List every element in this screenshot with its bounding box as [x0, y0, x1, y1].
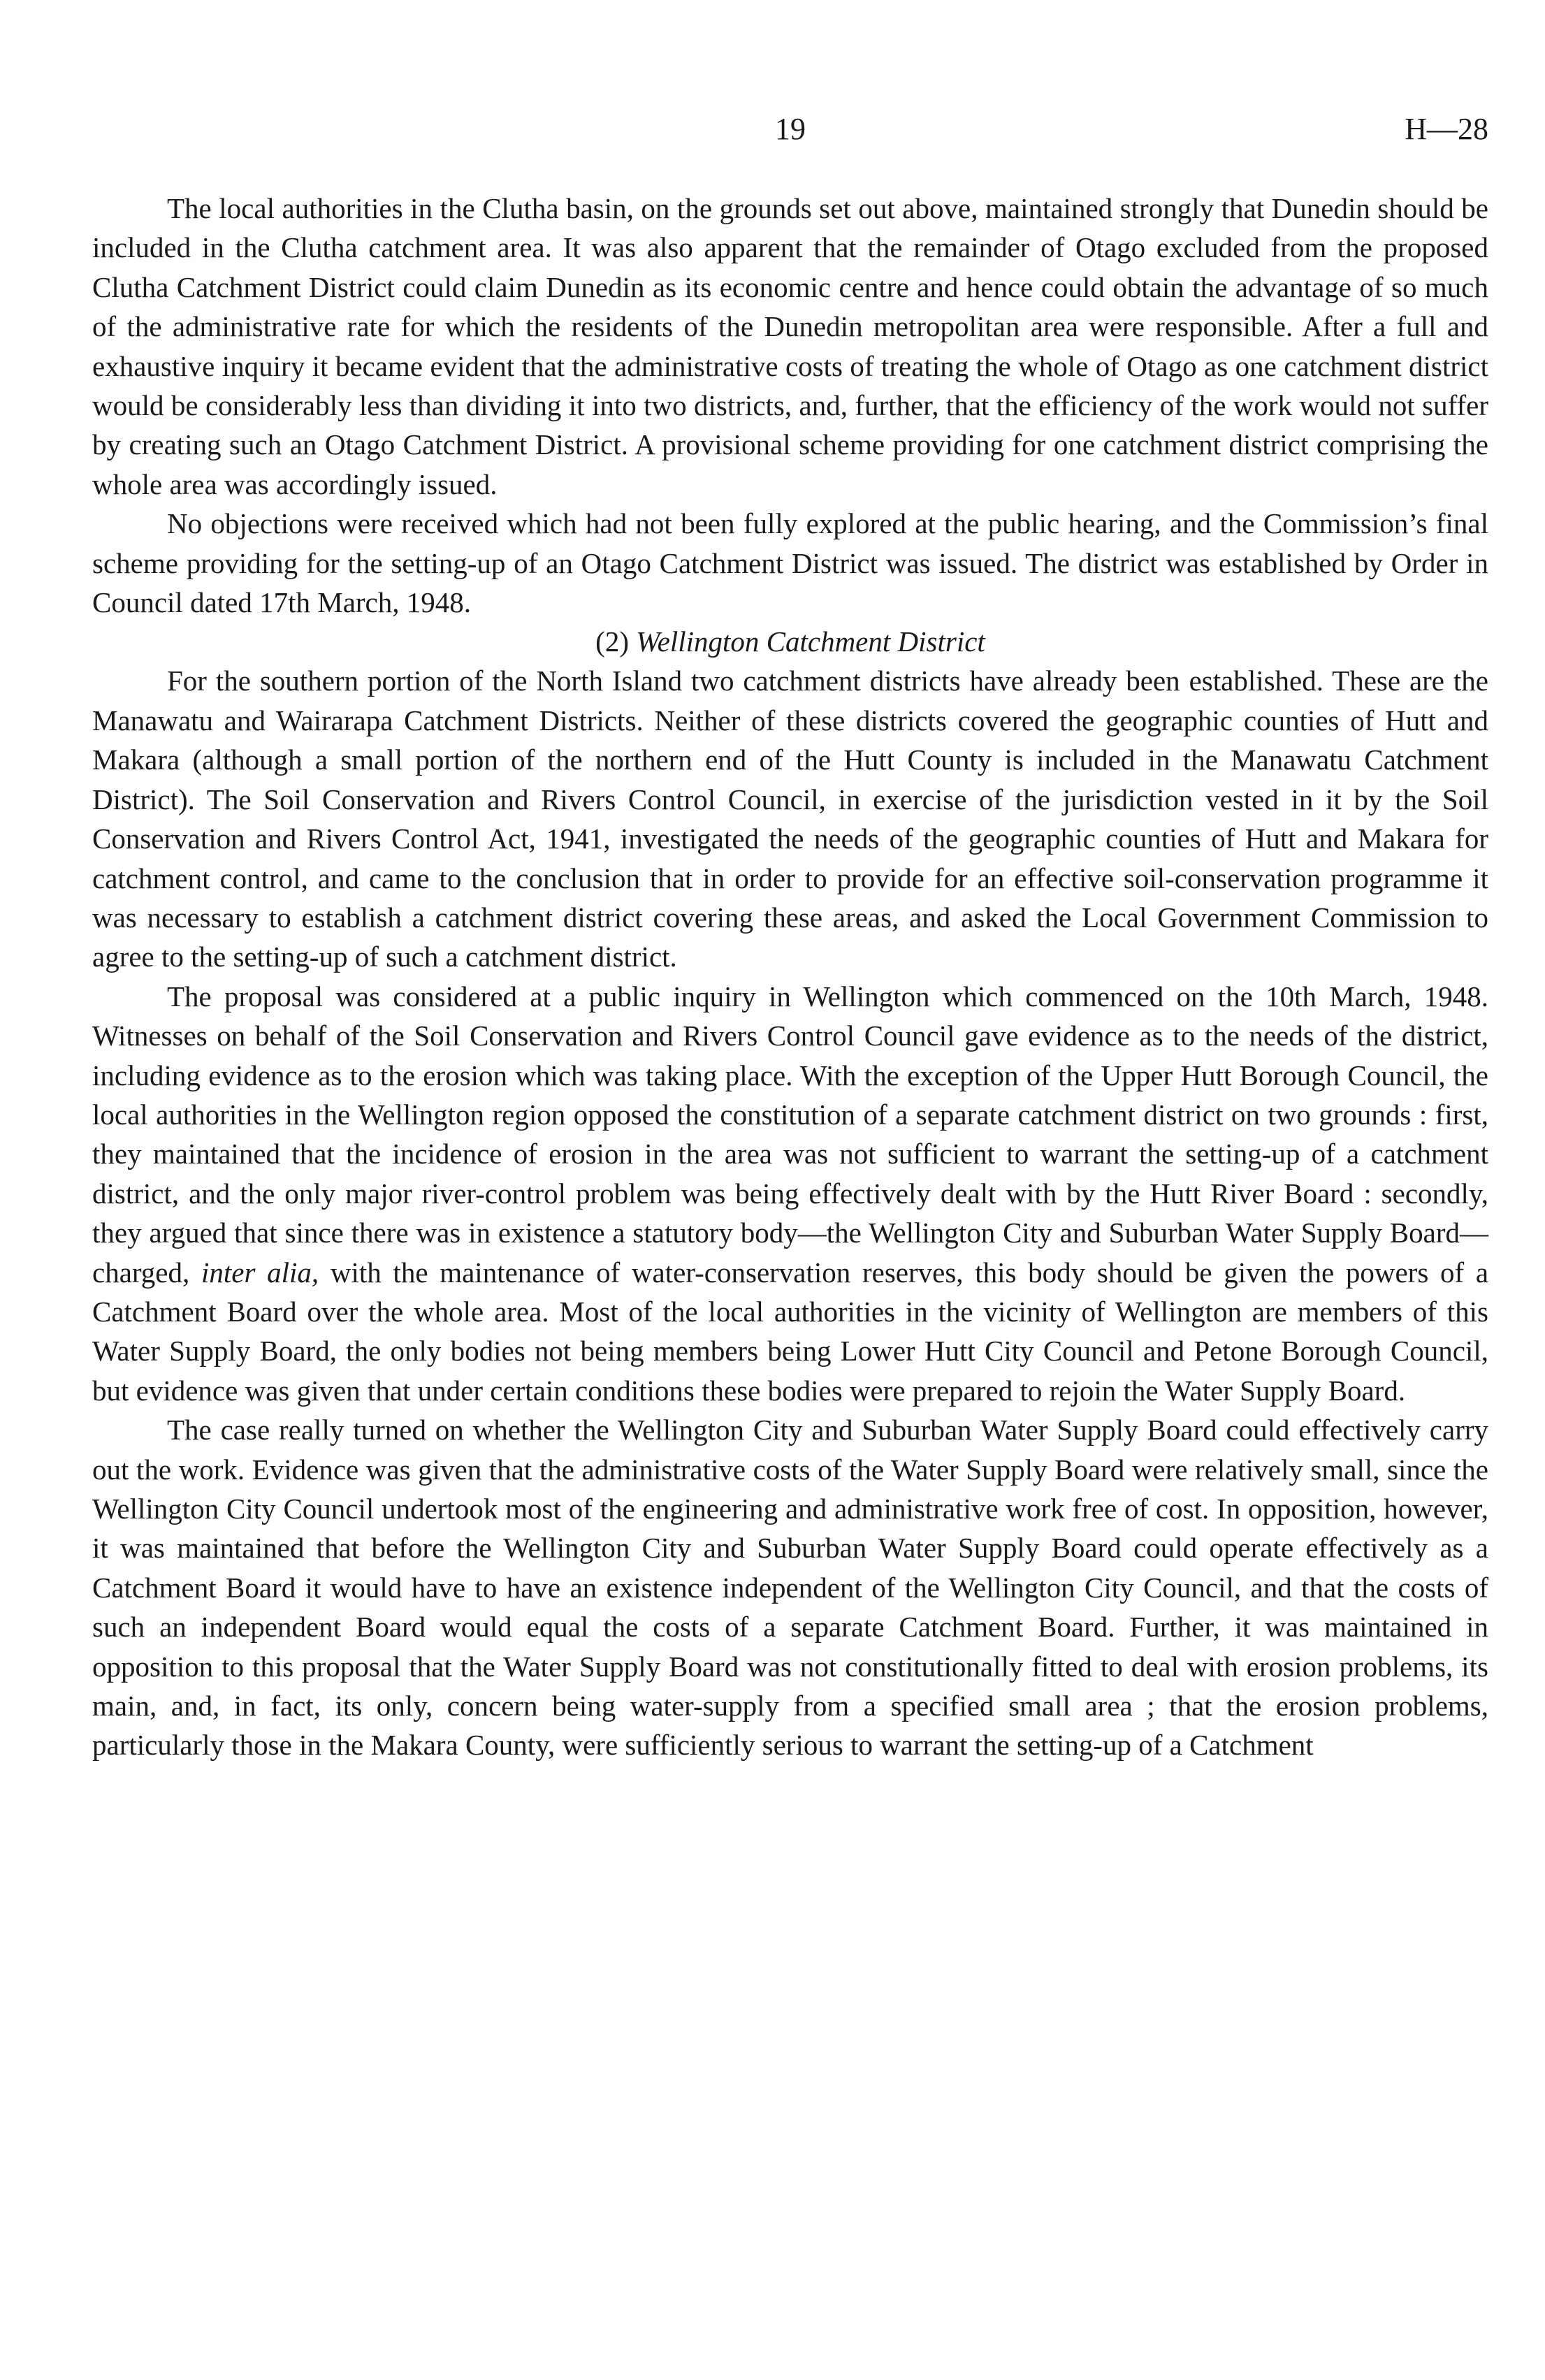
section-number: (2): [595, 625, 629, 658]
running-header: [92, 105, 1488, 154]
paragraph-otago-final-scheme: No objections were received which had not been fully explored at the public hearing, and the Commission’s final scheme providing for the setting-up of an Otago Catchment District was issued. The district was established by Order in Council dated 17th March, 1948.: [92, 507, 1488, 619]
paragraph-water-supply-board: The case really turned on whether the Wellington City and Suburban Water Supply Board could effectively carry out the work. Evidence was given that the administrative costs of the Water Supply Board were relatively small, since the Wellington City Council undertook most of the engineering and administrative work free of cost. In opposition, however, it was maintained that before the Wellington City and Suburban Water Supply Board could operate effectively as a Catchment Board it would have to have an existence independent of the Wellington City Council, and that the costs of such an independent Board would equal the costs of a separate Catchment Board. Further, it was maintained in opposition to this proposal that the Water Supply Board was not constitutionally fitted to deal with erosion problems, its main, and, in fact, its only, concern being water-supply from a specified small area ; that the erosion problems, particularly those in the Makara County, were sufficiently serious to warrant the setting-up of a Catchment: [92, 1414, 1488, 1762]
paragraph-public-inquiry-part-a: The proposal was considered at a public inquiry in Wellington which commenced on the 10th March, 1948. Witnesses on behalf of the Soil Conservation and Rivers Control Council gave evidence as to the needs of the district, including evidence as to the erosion which was taking place. With the exception of the Upper Hutt Borough Council, the local authorities in the Wellington region opposed the constitution of a separate catchment district on two grounds : first, they maintained that the incidence of erosion in the area was not sufficient to warrant the setting-up of a catchment district, and the only major river-control problem was being effectively dealt with by the Hutt River Board : secondly, they argued that since there was in existence a statutory body—the Wellington City and Suburban Water Supply Board—charged,: [92, 980, 1488, 1289]
section-title: Wellington Catchment District: [636, 625, 985, 658]
document-reference: H—28: [1405, 112, 1488, 146]
latin-phrase: inter alia,: [201, 1256, 319, 1289]
paragraph-public-inquiry-part-b: with the maintenance of water-conservation reserves, this body should be given the powers of a Catchment Board over the whole area. Most of the local authorities in the vicinity of Wellington are members of this Water Supply Board, the only bodies not being members being Lower Hutt City Council and Petone Borough Council, but evidence was given that under certain conditions these bodies were prepared to rejoin the Water Supply Board.: [92, 1256, 1489, 1407]
section-heading: [92, 622, 1488, 661]
page-number: 19: [775, 112, 806, 146]
paragraph-southern-north-island: For the southern portion of the North Island two catchment districts have already been established. These are the Manawatu and Wairarapa Catchment Districts. Neither of these districts covered the geographic counties of Hutt and Makara (although a small portion of the northern end of the Hutt County is included in the Manawatu Catchment District). The Soil Conservation and Rivers Control Council, in exercise of the jurisdiction vested in it by the Soil Conservation and Rivers Control Act, 1941, investigated the needs of the geographic counties of Hutt and Makara for catchment control, and came to the conclusion that in order to provide for an effective soil-conservation programme it was necessary to establish a catchment district covering these areas, and asked the Local Government Commission to agree to the setting-up of such a catchment district.: [92, 665, 1488, 973]
body-text: [92, 189, 1488, 1765]
paragraph-public-inquiry: [92, 977, 1488, 1410]
paragraph-otago-authorities: The local authorities in the Clutha basin, on the grounds set out above, maintained strongly that Dunedin should be included in the Clutha catchment area. It was also apparent that the remainder of Otago excluded from the proposed Clutha Catchment District could claim Dunedin as its economic centre and hence could obtain the advantage of so much of the administrative rate for which the residents of the Dunedin metropolitan area were responsible. After a full and exhaustive inquiry it became evident that the administrative costs of treating the whole of Otago as one catchment district would be considerably less than dividing it into two districts, and, further, that the efficiency of the work would not suffer by creating such an Otago Catchment District. A provisional scheme providing for one catchment district comprising the whole area was accordingly issued.: [92, 192, 1488, 500]
